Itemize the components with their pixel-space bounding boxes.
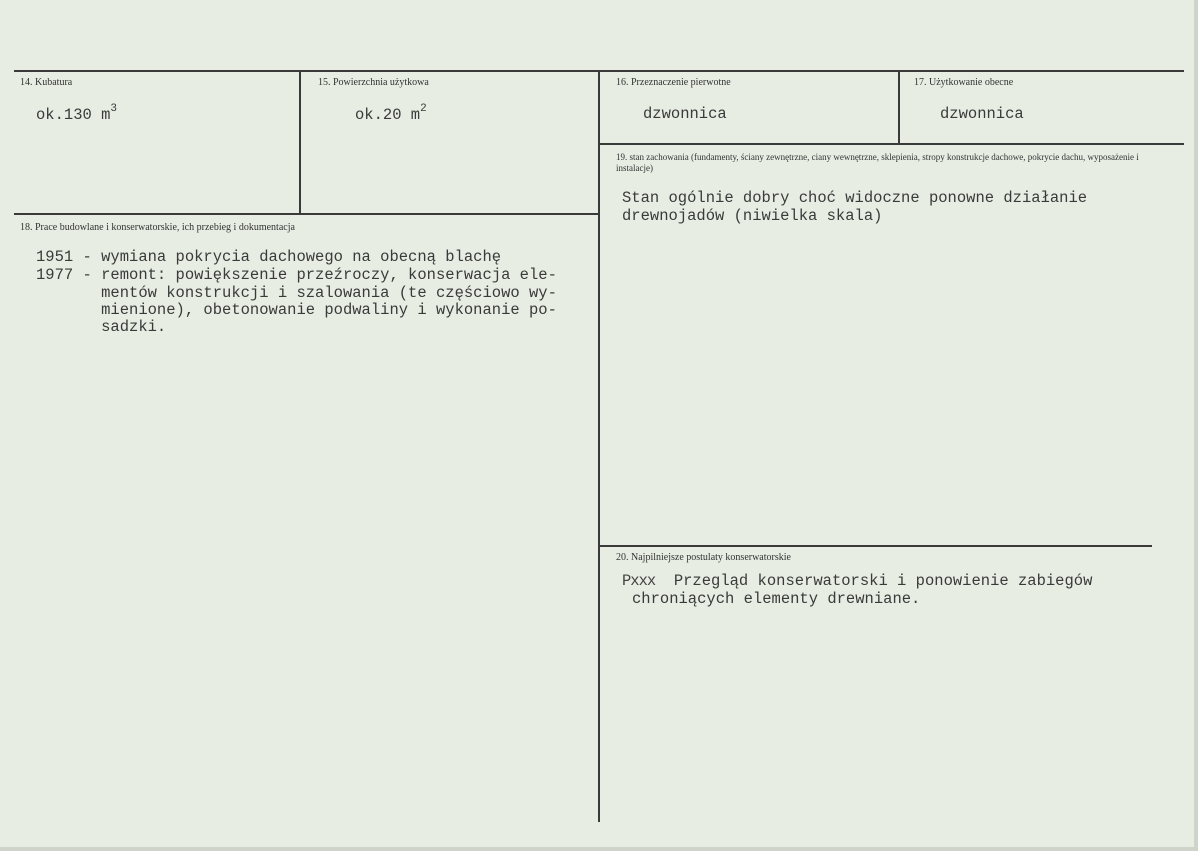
field-20-label: 20. Najpilniejsze postulaty konserwatorskie bbox=[616, 552, 791, 563]
field-20-line-2: chroniących elementy drewniane. bbox=[632, 590, 921, 608]
field-15-unit-exponent: 2 bbox=[420, 103, 427, 115]
field-14-unit-exponent: 3 bbox=[110, 103, 118, 115]
field-19-line: Stan ogólnie dobry choć widoczne ponowne działanie bbox=[622, 189, 1088, 207]
scan-edge-bottom bbox=[0, 847, 1198, 851]
field-14-value bbox=[36, 103, 118, 124]
field-18-line: 1977 - remont: powiększenie przeźroczy, konserwacja ele- bbox=[36, 266, 557, 284]
field-18-line: 1951 - wymiana pokrycia dachowego na obecną blachę bbox=[36, 248, 502, 266]
rule-20-top bbox=[600, 545, 1152, 547]
rule-18-top bbox=[14, 213, 598, 215]
divider-14-15 bbox=[299, 70, 301, 214]
field-20-line-text: Przegląd konserwatorski i ponowienie zabiegów bbox=[655, 572, 1093, 590]
field-19-label: 19. stan zachowania (fundamenty, ściany zewnętrzne, ciany wewnętrzne, sklepienia, stropy konstrukcje dachowe, pokrycie dachu, wyposażenie i instalacje) bbox=[616, 152, 1139, 173]
field-18-line: mentów konstrukcji i szalowania (te częściowo wy- bbox=[36, 284, 557, 302]
field-18-line: sadzki. bbox=[36, 318, 167, 336]
field-19-line: drewnojadów (niwielka skala) bbox=[622, 207, 883, 225]
divider-16-17 bbox=[898, 70, 900, 144]
field-18-line: mienione), obetonowanie podwaliny i wykonanie po- bbox=[36, 301, 557, 319]
field-15-value bbox=[355, 103, 427, 124]
field-17-value: dzwonnica bbox=[940, 105, 1024, 123]
field-16-label: 16. Przeznaczenie pierwotne bbox=[616, 77, 731, 88]
struck-out-text: Pxxx bbox=[622, 572, 656, 590]
field-20-line-1 bbox=[622, 572, 1092, 590]
divider-main bbox=[598, 70, 600, 822]
field-14-label: 14. Kubatura bbox=[20, 77, 73, 88]
field-15-label: 15. Powierzchnia użytkowa bbox=[318, 77, 429, 88]
field-15-value-text: ok.20 m bbox=[355, 106, 421, 124]
scan-edge-right bbox=[1194, 0, 1198, 851]
field-16-value: dzwonnica bbox=[643, 105, 727, 123]
field-17-label: 17. Użytkowanie obecne bbox=[914, 77, 1014, 88]
field-14-value-text: ok.130 m bbox=[36, 106, 111, 124]
rule-16-17-bottom bbox=[600, 143, 1184, 145]
field-18-label: 18. Prace budowlane i konserwatorskie, ich przebieg i dokumentacja bbox=[20, 222, 295, 233]
